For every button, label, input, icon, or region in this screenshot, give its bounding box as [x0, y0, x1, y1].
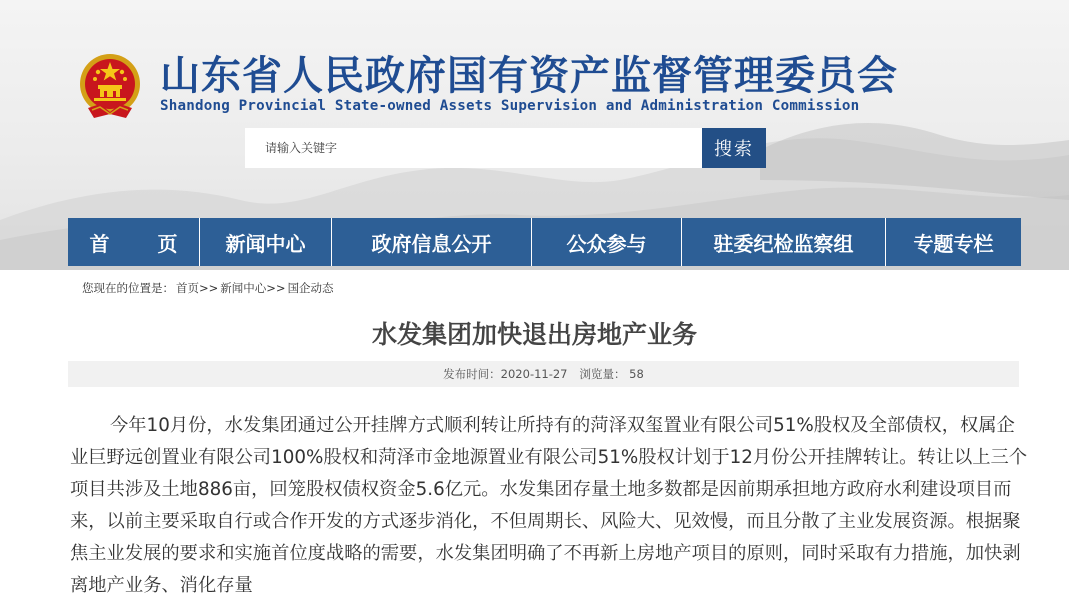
- views-label: 浏览量：: [579, 367, 626, 381]
- publish-date: 发布时间：2020-11-27: [443, 367, 568, 381]
- main-nav: [68, 218, 1021, 266]
- article-title: 水发集团加快退出房地产业务: [371, 320, 697, 349]
- article-meta: [68, 361, 1019, 387]
- nav-item-home[interactable]: 首页: [68, 218, 200, 266]
- search-input[interactable]: [245, 128, 702, 168]
- search-button[interactable]: 搜索: [702, 128, 766, 168]
- breadcrumb-link-news[interactable]: 新闻中心>>: [220, 281, 286, 295]
- breadcrumb-link-home[interactable]: 首页>>: [176, 281, 219, 295]
- nav-item-special-topics[interactable]: 专题专栏: [913, 231, 994, 256]
- article-body: 今年10月份，水发集团通过公开挂牌方式顺利转让所持有的菏泽双玺置业有限公司51%股权及全部债权，权属企业巨野远创置业有限公司100%股权和菏泽市金地源置业有限公司51%股权计划于12月份公开挂牌转让。转让以上三个项目共涉及土地886亩，回笼股权债权资金5.6亿元。水发集团存量土地多数都是因前期承担地方政府水利建设项目而来，以前主要采取自行或合作开发的方式逐步消化，不但周期长、风险大、见效慢，而且分散了主业发展资源。根据聚焦主业发展的要求和实施首位度战略的需要，水发集团明确了不再新上房地产项目的原则，同时采取有力措施，加快剥离地产业务、消化存量: [70, 415, 1028, 596]
- header-banner: [0, 0, 1069, 270]
- site-subtitle: Shandong Provincial State-owned Assets Supervision and Administration Commission: [160, 98, 860, 114]
- views-count: 58: [629, 367, 644, 381]
- breadcrumb-prefix: 您现在的位置是：: [82, 281, 174, 295]
- breadcrumb: [82, 280, 336, 296]
- nav-item-gov-info[interactable]: 政府信息公开: [332, 218, 532, 266]
- site-title: 山东省人民政府国有资产监督管理委员会: [160, 53, 898, 99]
- nav-item-discipline-inspection[interactable]: 驻委纪检监察组: [682, 218, 886, 266]
- national-emblem-icon: [78, 52, 142, 120]
- breadcrumb-current[interactable]: 国企动态: [287, 281, 334, 295]
- nav-item-news[interactable]: 新闻中心: [200, 218, 332, 266]
- nav-item-public-participation[interactable]: 公众参与: [532, 218, 682, 266]
